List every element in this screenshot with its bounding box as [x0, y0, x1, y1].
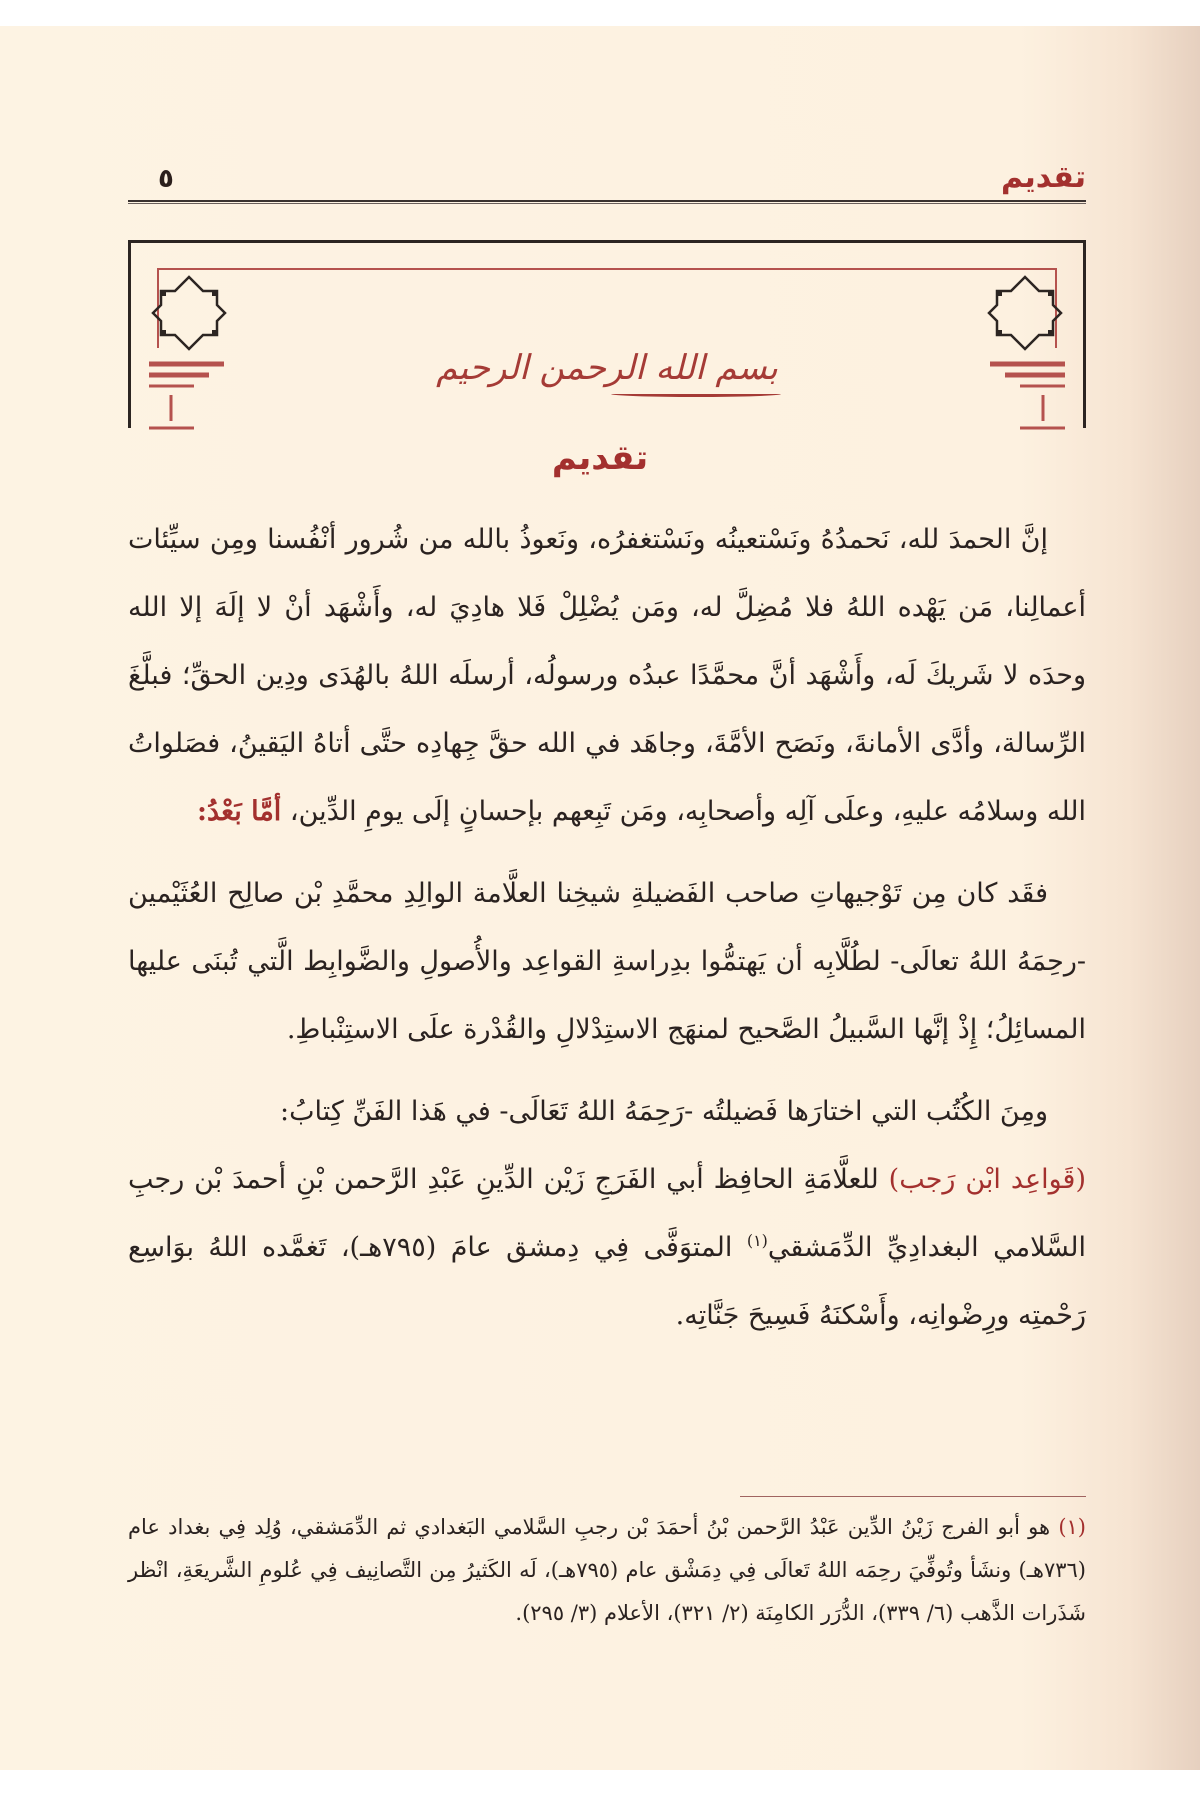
paragraph-1-text: إنَّ الحمدَ لله، نَحمدُهُ ونَسْتعينُه ونَسْتغفرُه، ونَعوذُ بالله من شُرور أنْفُسنا ومِن سيِّئات أعمالِنا، مَن يَهْده اللهُ فلا مُضِلَّ له، ومَن يُضْلِلْ فَلا هادِيَ له، وأَشْهَد أنْ لا إلَهَ إلا الله وحدَه لا شَريكَ لَه، وأَشْهَد أنَّ محمَّدًا عبدُه ورسولُه، أرسلَه اللهُ بالهُدَى ودِين الحقِّ؛ فبلَّغَ الرِّسالة، وأدَّى الأمانةَ، ونَصَح الأمَّةَ، وجاهَد في الله حقَّ جِهادِه حتَّى أتاهُ اليَقينُ، فصَلواتُ الله وسلامُه عليهِ، وعلَى آلِه وأصحابِه، ومَن تَبِعهم بإحسانٍ إلَى يومِ الدِّين،: [128, 524, 1086, 827]
footnote-ref[interactable]: (١): [746, 1231, 768, 1250]
frame-inner-border: [157, 268, 1057, 348]
running-header: [128, 160, 1086, 204]
section-title: تقديم: [551, 438, 649, 478]
footnotes: [128, 1506, 1086, 1635]
amma-bad-accent: أمَّا بَعْدُ:: [197, 796, 282, 827]
basmala-swash: [611, 391, 781, 397]
running-title: تقديم: [1001, 160, 1086, 195]
footnote-text: هو أبو الفرج زَيْنُ الدِّين عَبْدُ الرَّحمن بْنُ أحمَدَ بْن رجبِ السَّلامي البَغدادي ثم الدِّمَشقي، وُلِد فِي بغداد عام (٧٣٦هـ) ونشَأ وتُوفِّيَ رحِمَه اللهُ تَعالَى فِي دِمَشْق عام (٧٩٥هـ)، لَه الكَثيرُ مِن التَّصانِيف فِي عُلومِ الشَّريعَةِ، انْظر شَذَرات الذَّهب (٦/ ٣٣٩)، الدُّرَر الكامِنَة (٢/ ٣٢١)، الأعلام (٣/ ٢٩٥).: [128, 1515, 1086, 1625]
paragraph-4-text-a: للعلَّامَةِ الحافِظ أبي الفَرَجِ زَيْن الدِّينِ عَبْدِ الرَّحمن بْنِ أحمدَ بْن رجبِ السَّلامي البغدادِيِّ الدِّمَشقي: [128, 1164, 1086, 1263]
ornamental-frame: [128, 240, 1086, 428]
basmala-calligraphy: بسم الله الرحمن الرحيم: [436, 348, 778, 388]
footnote-rule: [740, 1496, 1086, 1497]
footnote-number: (١): [1058, 1515, 1086, 1539]
paragraph-3: ومِنَ الكُتُب التي اختارَها فَضيلتُه -رَحِمَهُ اللهُ تَعَالَى- في هَذا الفَنِّ كِتابُ:: [280, 1096, 1048, 1127]
book-title: (قَواعِد ابْن رَجب): [888, 1164, 1086, 1195]
book-page: [0, 26, 1200, 1770]
paragraph-4-text-b: المتوَفَّى فِي دِمشق عامَ (٧٩٥هـ)، تَغمَّده اللهُ بوَاسِع رَحْمتِه ورِضْوانِه، وأَسْكنَهُ فَسِيحَ جَنَّاتِه.: [128, 1232, 1086, 1331]
header-rule: [128, 200, 1086, 204]
paragraph-2: فقَد كان مِن تَوْجيهاتِ صاحب الفَضيلةِ شيخِنا العلَّامة الوالِدِ محمَّدِ بْن صالِح العُثَيْمين -رحِمَهُ اللهُ تعالَى- لطُلَّابِه أن يَهتمُّوا بدِراسةِ القواعِد والأُصولِ والضَّوابِط الَّتي تُبنَى عليها المسائِلُ؛ إِذْ إنَّها السَّبيلُ الصَّحيح لمنهَج الاستِدْلالِ والقُدْرة علَى الاستِنْباطِ.: [128, 878, 1086, 1045]
footnote-1: [128, 1506, 1086, 1635]
paragraph-1: [128, 506, 1086, 846]
body-text: [128, 506, 1086, 1350]
paragraph-4: [128, 1146, 1086, 1350]
page-number: ٥: [158, 164, 174, 194]
